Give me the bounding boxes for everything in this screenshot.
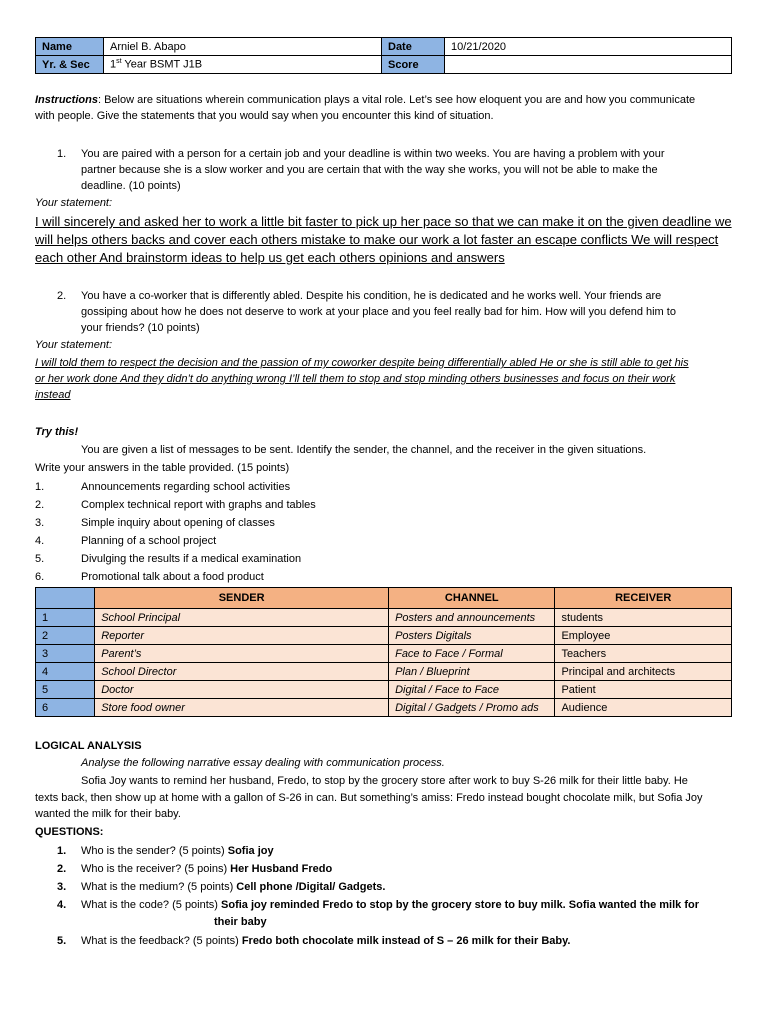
- try-this-title: Try this!: [35, 426, 79, 438]
- list-item-text: Promotional talk about a food product: [81, 571, 264, 583]
- instructions-text1: : Below are situations wherein communication plays a vital role. Let’s see how eloquent you are and how you communicate: [97, 94, 696, 106]
- q2-line2: gossiping about how he does not deserve to work at your place and you feel really bad for him. How will you defend him to: [81, 306, 676, 318]
- student-info-table: [35, 37, 732, 74]
- question-number: 3.: [57, 881, 67, 893]
- table-header-sender: SENDER: [95, 588, 389, 609]
- try-this-line2: Write your answers in the table provided. (15 points): [35, 462, 290, 474]
- row-number: 3: [36, 645, 95, 663]
- question-text: What is the feedback? (5 points): [81, 935, 242, 947]
- question-answer: Cell phone /Digital/ Gadgets.: [236, 881, 386, 893]
- question-item: [81, 932, 731, 950]
- row-channel: Posters and announcements: [389, 609, 555, 627]
- q1-line3: deadline. (10 points): [81, 180, 181, 192]
- row-receiver: students: [555, 609, 732, 627]
- list-item-number: 1.: [35, 481, 45, 493]
- question-item: [81, 878, 731, 896]
- row-sender: Reporter: [95, 627, 389, 645]
- row-channel: Plan / Blueprint: [389, 663, 555, 681]
- question-number: 1.: [57, 845, 67, 857]
- question-item: [81, 860, 731, 878]
- row-number: 2: [36, 627, 95, 645]
- q1-line1: You are paired with a person for a certain job and your deadline is within two weeks. You are having a problem with your: [81, 148, 665, 160]
- list-item-text: Divulging the results if a medical examination: [81, 553, 302, 565]
- q1-number: 1.: [57, 148, 67, 160]
- table-header-receiver: RECEIVER: [555, 588, 732, 609]
- instructions-line1: [35, 92, 735, 108]
- table-header-channel: CHANNEL: [389, 588, 555, 609]
- question-answer: Sofia joy: [227, 845, 274, 857]
- date-label: Date: [382, 38, 445, 56]
- row-sender: School Principal: [95, 609, 389, 627]
- instructions-label: Instructions: [35, 94, 98, 106]
- question-answer: Sofia joy reminded Fredo to stop by the grocery store to buy milk. Sofia wanted the milk for: [221, 899, 699, 911]
- row-channel: Posters Digitals: [389, 627, 555, 645]
- logical-analysis-title: LOGICAL ANALYSIS: [35, 740, 142, 752]
- question-number: 5.: [57, 935, 67, 947]
- narrative-line2: texts back, then show up at home with a gallon of S-26 in can. But something’s amiss: Fredo instead bought chocolate milk, but Sofia Joy: [35, 792, 703, 804]
- q1-answer-line1: I will sincerely and asked her to work a little bit faster to pick up her pace so that we can make it on the given deadline we: [35, 214, 732, 229]
- yr-sec-label: Yr. & Sec: [36, 56, 104, 74]
- table-row: [36, 681, 732, 699]
- instructions-line2: with people. Give the statements that you would say when you encounter this kind of situation.: [35, 110, 494, 122]
- q1-answer-line2: will helps others backs and cover each others mistake to make our work a lot faster an escape conflicts We will respect: [35, 232, 719, 247]
- row-number: 6: [36, 699, 95, 717]
- list-item-text: Complex technical report with graphs and tables: [81, 499, 316, 511]
- q1-answer-line3: each other And brainstorm ideas to help us get each others opinions and answers: [35, 250, 505, 265]
- questions-label: QUESTIONS:: [35, 826, 104, 838]
- row-channel: Digital / Face to Face: [389, 681, 555, 699]
- yr-sec-value: [104, 56, 382, 74]
- q1-line2: partner because she is a slow worker and you are certain that with the way she works, you will not be able to make the: [81, 164, 658, 176]
- table-header-row: [36, 588, 732, 609]
- list-item-text: Announcements regarding school activities: [81, 481, 291, 493]
- q2-answer-line3: instead: [35, 389, 71, 401]
- try-this-line1: You are given a list of messages to be sent. Identify the sender, the channel, and the receiver in the given situations.: [81, 444, 647, 456]
- q2-answer-line2: or her work done And they didn’t do anything wrong I’ll tell them to stop and stop minding others businesses and focus on their work: [35, 373, 676, 385]
- narrative-line3: wanted the milk for their baby.: [35, 808, 181, 820]
- question-text: Who is the sender? (5 points): [81, 845, 228, 857]
- list-item-number: 2.: [35, 499, 45, 511]
- table-row: [36, 627, 732, 645]
- question-number: 2.: [57, 863, 67, 875]
- q2-line3: your friends? (10 points): [81, 322, 200, 334]
- q2-statement-label: Your statement:: [35, 339, 113, 351]
- row-receiver: Patient: [555, 681, 732, 699]
- row-channel: Digital / Gadgets / Promo ads: [389, 699, 555, 717]
- q2-line1: You have a co-worker that is differently abled. Despite his condition, he is dedicated and he works well. Your friends are: [81, 290, 662, 302]
- table-row: [36, 645, 732, 663]
- row-sender: Store food owner: [95, 699, 389, 717]
- question-answer-continued: their baby: [214, 916, 267, 928]
- row-number: 4: [36, 663, 95, 681]
- table-header-blank: [36, 588, 95, 609]
- question-answer: Fredo both chocolate milk instead of S – 26 milk for their Baby.: [241, 935, 571, 947]
- yr-rest: Year BSMT J1B: [121, 58, 203, 71]
- narrative-line1: Sofia Joy wants to remind her husband, Fredo, to stop by the grocery store after work to buy S-26 milk for their little baby. He: [81, 775, 688, 787]
- question-number: 4.: [57, 899, 67, 911]
- row-receiver: Audience: [555, 699, 732, 717]
- score-label: Score: [382, 56, 445, 74]
- q1-statement-label: Your statement:: [35, 197, 113, 209]
- q2-answer-line1: I will told them to respect the decision and the passion of my coworker despite being differentially abled He or she is still able to get his: [35, 357, 689, 369]
- row-receiver: Teachers: [555, 645, 732, 663]
- question-text: What is the code? (5 points): [81, 899, 222, 911]
- row-sender: Doctor: [95, 681, 389, 699]
- name-label: Name: [36, 38, 104, 56]
- q2-number: 2.: [57, 290, 67, 302]
- table-row: [36, 663, 732, 681]
- row-sender: School Director: [95, 663, 389, 681]
- question-item: [81, 896, 731, 914]
- question-answer: Her Husband Fredo: [230, 863, 333, 875]
- name-value: Arniel B. Abapo: [104, 38, 382, 56]
- table-row: [36, 699, 732, 717]
- row-receiver: Employee: [555, 627, 732, 645]
- list-item-number: 3.: [35, 517, 45, 529]
- sender-channel-receiver-table: [35, 587, 732, 717]
- row-sender: Parent’s: [95, 645, 389, 663]
- question-text: Who is the receiver? (5 poins): [81, 863, 231, 875]
- yr-num: 1: [110, 58, 117, 71]
- question-item: [81, 842, 731, 860]
- list-item-number: 5.: [35, 553, 45, 565]
- list-item-number: 6.: [35, 571, 45, 583]
- date-value: 10/21/2020: [445, 38, 732, 56]
- table-row: [36, 609, 732, 627]
- row-number: 5: [36, 681, 95, 699]
- logical-analysis-subtitle: Analyse the following narrative essay dealing with communication process.: [81, 757, 445, 769]
- question-text: What is the medium? (5 points): [81, 881, 237, 893]
- list-item-number: 4.: [35, 535, 45, 547]
- row-channel: Face to Face / Formal: [389, 645, 555, 663]
- score-value: [445, 56, 732, 74]
- yr-sup: st: [116, 58, 122, 66]
- row-receiver: Principal and architects: [555, 663, 732, 681]
- row-number: 1: [36, 609, 95, 627]
- list-item-text: Planning of a school project: [81, 535, 217, 547]
- list-item-text: Simple inquiry about opening of classes: [81, 517, 275, 529]
